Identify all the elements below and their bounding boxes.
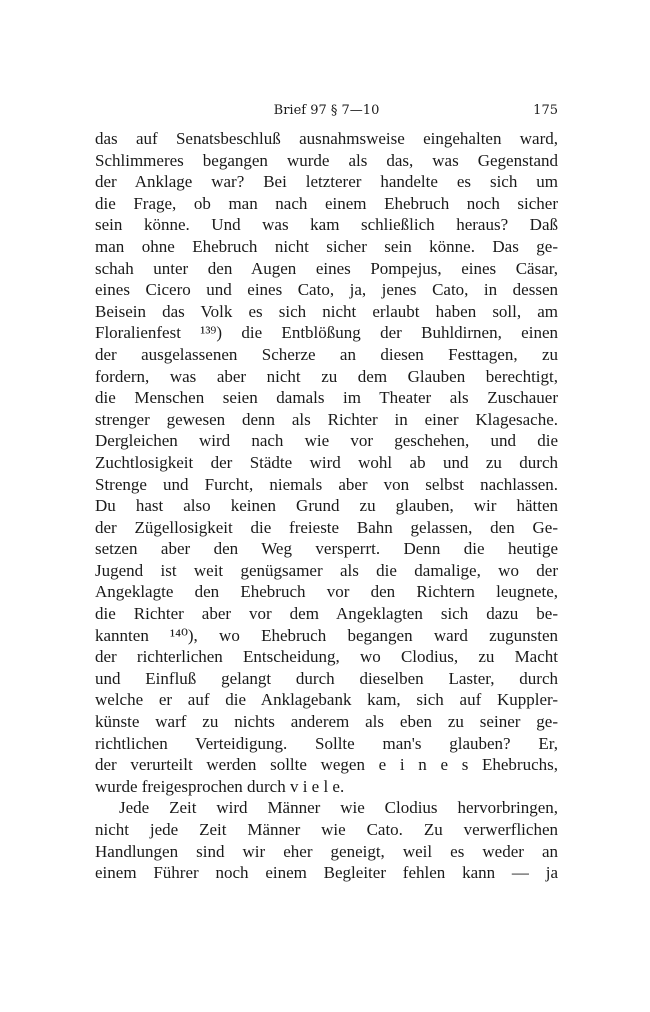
text-line: künste warf zu nichts anderem als eben zu seiner ge- — [95, 712, 558, 732]
text-line: nicht jede Zeit Männer wie Cato. Zu verwerflichen — [95, 820, 558, 839]
text-line: sein könne. Und was kam schließlich heraus? Daß — [95, 215, 558, 235]
text-line: Jugend ist weit genügsamer als die damalige, wo der — [95, 560, 558, 580]
text-line: der Zügellosigkeit die freieste Bahn gelassen, den Ge- — [95, 517, 558, 537]
text-line: die Richter aber vor dem Angeklagten sich dazu be- — [95, 604, 558, 624]
text-line: und Einfluß gelangt durch dieselben Laster, durch — [95, 668, 558, 688]
text-line: welche er auf die Anklagebank kam, sich auf Kuppler- — [95, 690, 558, 710]
text-line: eines Cicero und eines Cato, ja, jenes Cato, in dessen — [95, 280, 558, 300]
text-line: das auf Senatsbeschluß ausnahmsweise eingehalten ward, — [95, 129, 558, 148]
text-line: Zuchtlosigkeit der Städte wird wohl ab und zu durch — [95, 452, 558, 472]
text-line: Dergleichen wird nach wie vor geschehen, und die — [95, 431, 558, 451]
text-line: der Anklage war? Bei letzterer handelte es sich um — [95, 172, 558, 192]
text-line: der verurteilt werden sollte wegen e i n e s Ehebruchs, — [95, 755, 558, 775]
page-number: 175 — [533, 103, 558, 118]
text-line: Beisein das Volk es sich nicht erlaubt haben soll, am — [95, 301, 558, 321]
paragraph-start-line: Jede Zeit wird Männer wie Clodius hervorbringen, — [119, 798, 558, 818]
text-line: die Menschen seien damals im Theater als Zuschauer — [95, 388, 558, 408]
running-title: Brief 97 § 7—10 — [273, 103, 380, 118]
body-text — [95, 128, 558, 884]
text-line: strenger gewesen denn als Richter in einer Klagesache. — [95, 409, 558, 429]
text-line: setzen aber den Weg versperrt. Denn die heutige — [95, 539, 558, 559]
text-line: Floralienfest ¹³⁹) die Entblößung der Buhldirnen, einen — [95, 323, 558, 343]
text-line: Schlimmeres begangen wurde als das, was Gegenstand — [95, 150, 558, 170]
text-line: Angeklagte den Ehebruch vor den Richtern leugnete, — [95, 582, 558, 602]
text-line: der ausgelassenen Scherze an diesen Festtagen, zu — [95, 344, 558, 364]
text-line: richtlichen Verteidigung. Sollte man's glauben? Er, — [95, 733, 558, 753]
running-header — [95, 101, 558, 121]
text-line: kannten ¹⁴⁰), wo Ehebruch begangen ward zugunsten — [95, 625, 558, 645]
text-line: die Frage, ob man nach einem Ehebruch noch sicher — [95, 193, 558, 213]
text-line: schah unter den Augen eines Pompejus, eines Cäsar, — [95, 258, 558, 278]
text-line: der richterlichen Entscheidung, wo Clodius, zu Macht — [95, 647, 558, 667]
text-line: Strenge und Furcht, niemals aber von selbst nachlassen. — [95, 474, 558, 494]
text-line: Du hast also keinen Grund zu glauben, wir hätten — [95, 496, 558, 516]
text-line: Handlungen sind wir eher geneigt, weil es weder an — [95, 841, 558, 861]
text-line: einem Führer noch einem Begleiter fehlen kann — ja — [95, 863, 558, 883]
paragraph-end-line: wurde freigesprochen durch v i e l e. — [95, 776, 345, 796]
text-line: fordern, was aber nicht zu dem Glauben berechtigt, — [95, 366, 558, 386]
text-line: man ohne Ehebruch nicht sicher sein könne. Das ge- — [95, 236, 558, 256]
